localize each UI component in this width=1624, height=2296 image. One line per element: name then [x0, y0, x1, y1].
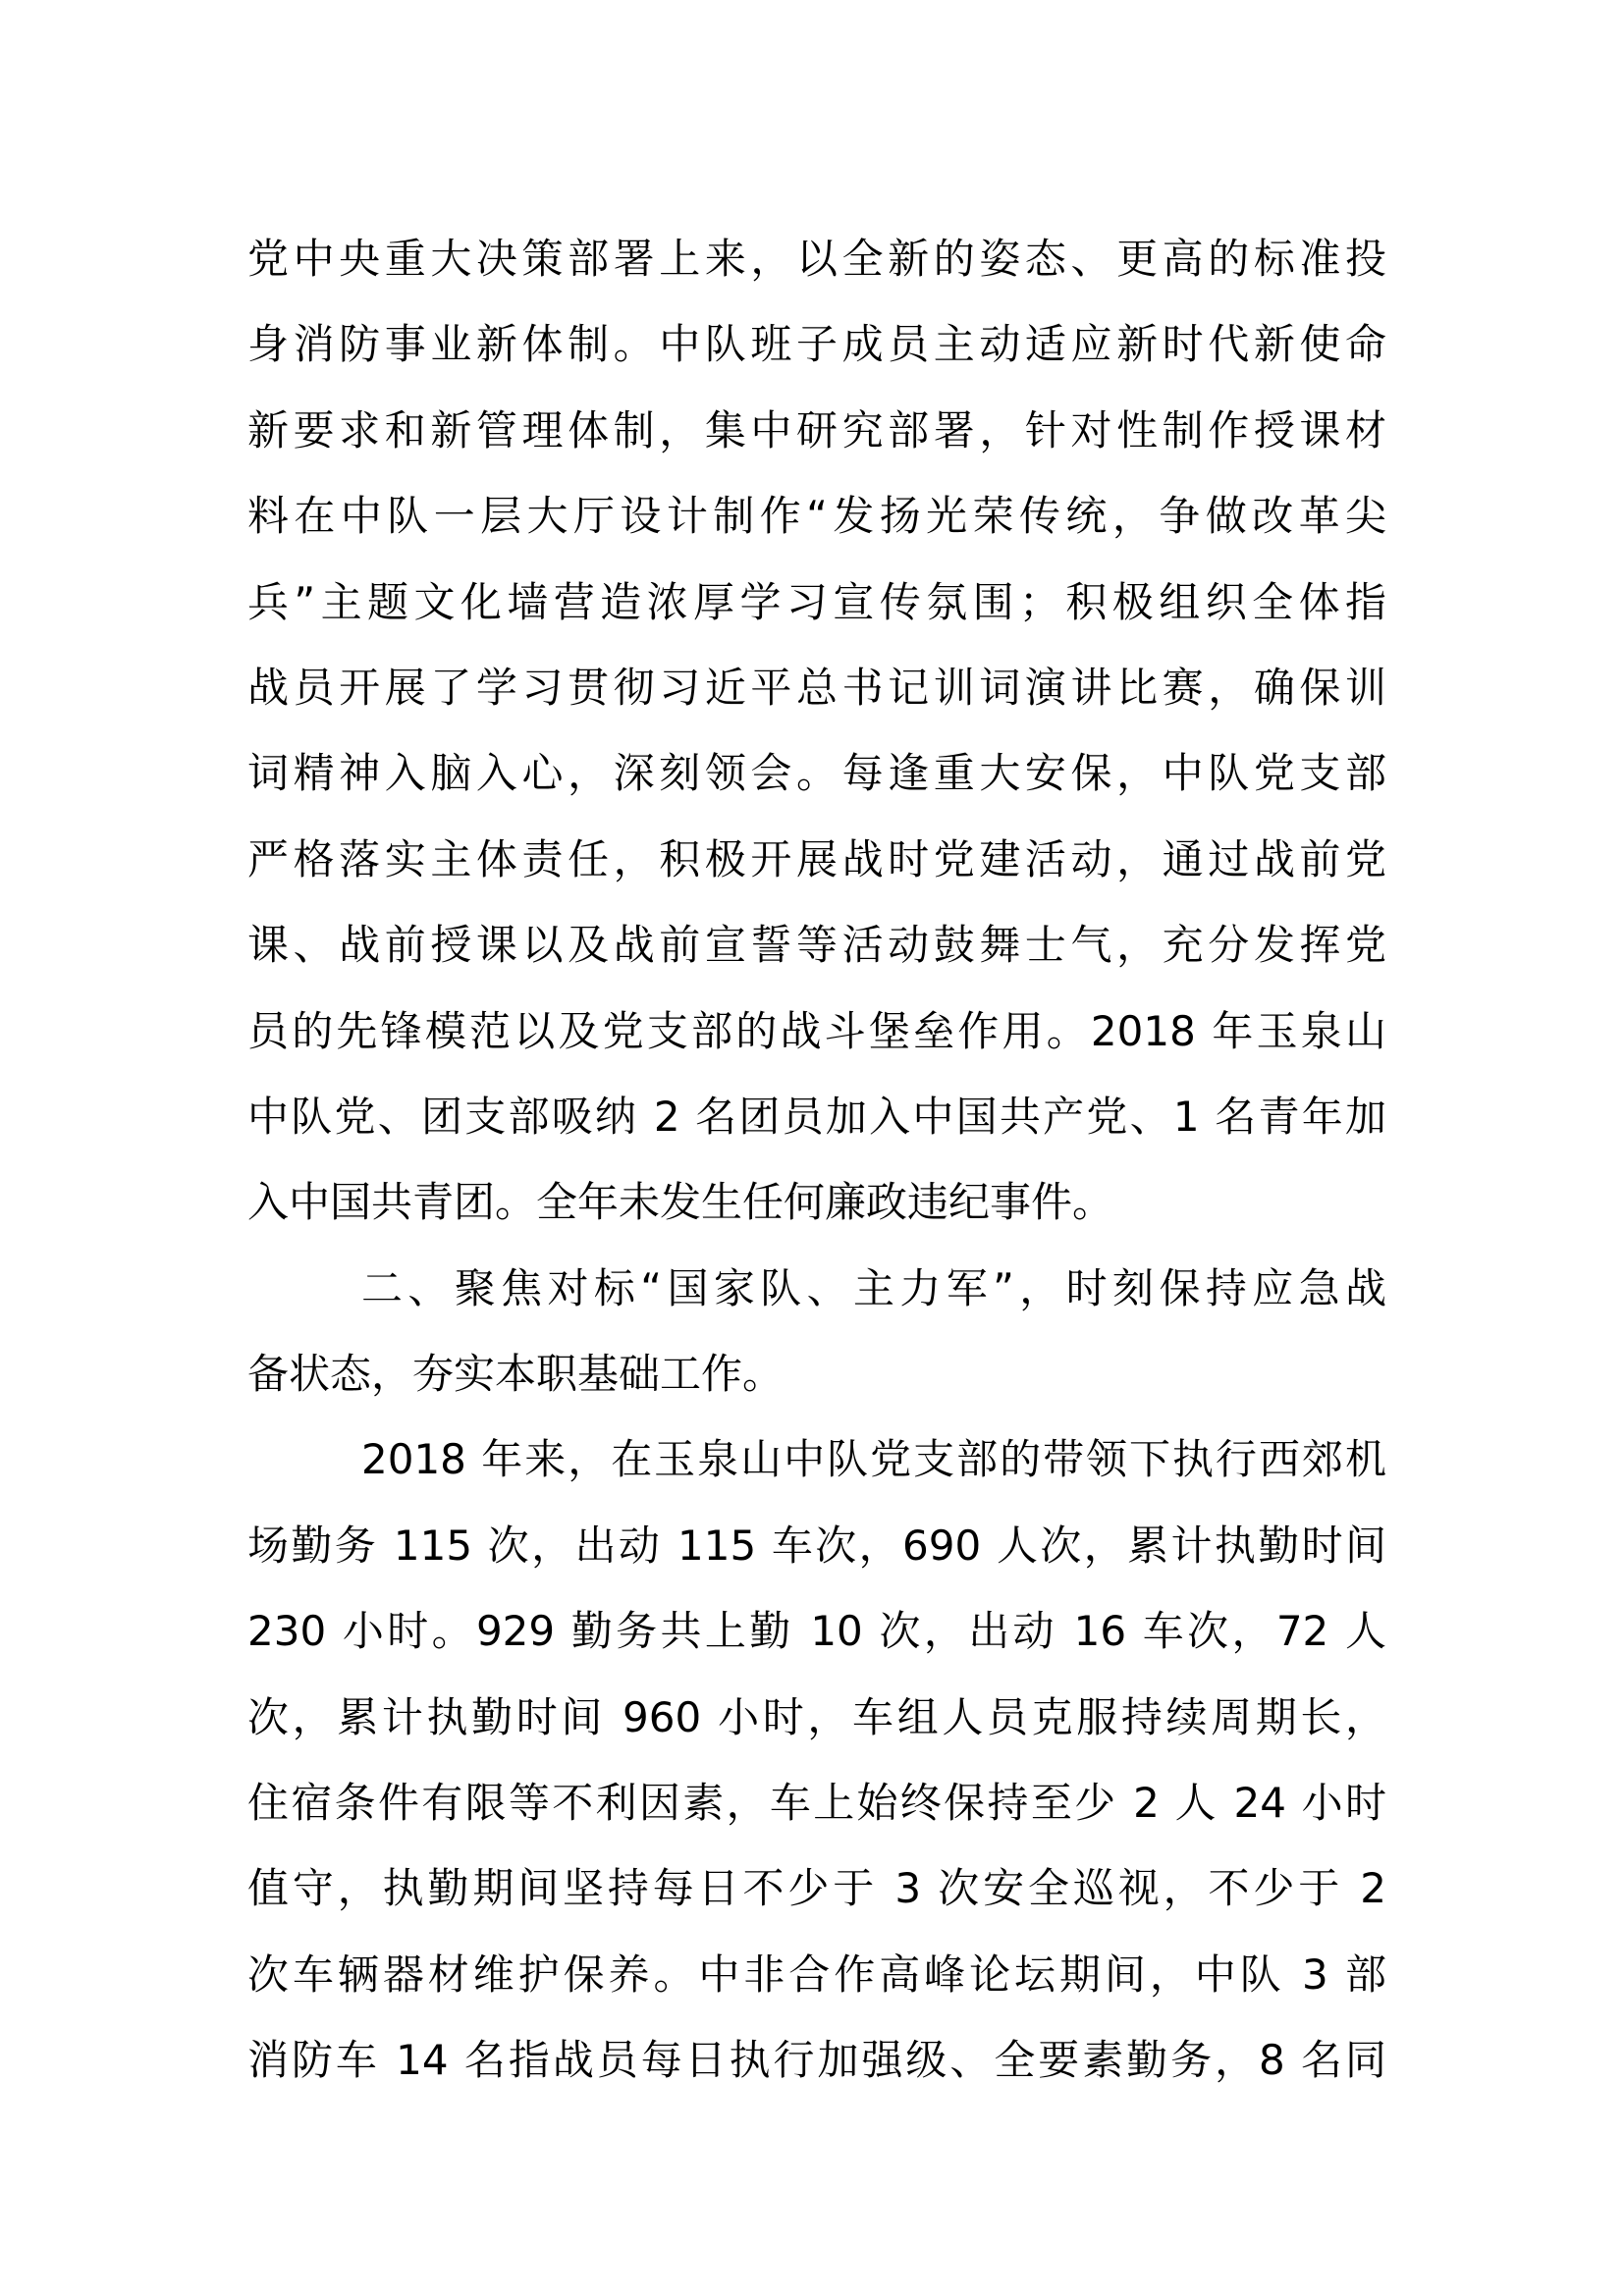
text-line: 2018 年来，在玉泉山中队党支部的带领下执行西郊机: [361, 1435, 1386, 1484]
section-heading-line: 二、聚焦对标“国家队、主力军”，时刻保持应急战: [361, 1263, 1386, 1312]
text-line: 员的先锋模范以及党支部的战斗堡垒作用。2018 年玉泉山: [247, 1006, 1386, 1055]
text-line: 消防车 14 名指战员每日执行加强级、全要素勤务，8 名同: [247, 2036, 1386, 2085]
text-line: 战员开展了学习贯彻习近平总书记训词演讲比赛，确保训: [247, 663, 1386, 712]
document-body: [247, 216, 1386, 2104]
text-line: 词精神入脑入心，深刻领会。每逢重大安保，中队党支部: [247, 749, 1386, 798]
text-line: 场勤务 115 次，出动 115 车次，690 人次，累计执勤时间: [247, 1521, 1386, 1570]
text-line: 党中央重大决策部署上来，以全新的姿态、更高的标准投: [247, 235, 1386, 283]
text-line: 身消防事业新体制。中队班子成员主动适应新时代新使命: [247, 320, 1386, 369]
text-line: 新要求和新管理体制，集中研究部署，针对性制作授课材: [247, 405, 1386, 454]
text-line: 中队党、团支部吸纳 2 名团员加入中国共产党、1 名青年加: [247, 1092, 1386, 1141]
text-line: 严格落实主体责任，积极开展战时党建活动，通过战前党: [247, 834, 1386, 883]
text-line: 次，累计执勤时间 960 小时，车组人员克服持续周期长，: [247, 1692, 1386, 1741]
text-line: 值守，执勤期间坚持每日不少于 3 次安全巡视，不少于 2: [247, 1864, 1386, 1913]
text-line: 入中国共青团。全年未发生任何廉政违纪事件。: [247, 1178, 1114, 1227]
section-heading-line: 备状态，夯实本职基础工作。: [247, 1350, 785, 1399]
text-line: 课、战前授课以及战前宣誓等活动鼓舞士气，充分发挥党: [247, 921, 1386, 970]
text-line: 230 小时。929 勤务共上勤 10 次，出动 16 车次，72 人: [247, 1607, 1386, 1656]
text-line: 料在中队一层大厅设计制作“发扬光荣传统，争做改革尖: [247, 492, 1386, 541]
text-line: 住宿条件有限等不利因素，车上始终保持至少 2 人 24 小时: [247, 1779, 1386, 1828]
text-line: 兵”主题文化墙营造浓厚学习宣传氛围；积极组织全体指: [247, 577, 1386, 626]
text-line: 次车辆器材维护保养。中非合作高峰论坛期间，中队 3 部: [247, 1949, 1386, 1999]
